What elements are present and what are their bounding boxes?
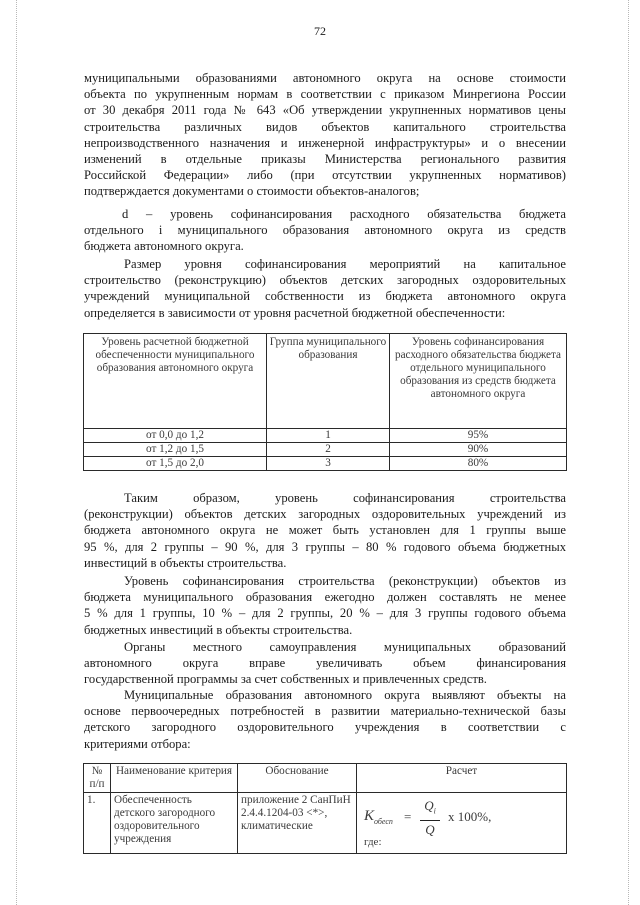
- table-row: от 0,0 до 1,2 1 95%: [84, 429, 567, 443]
- cofinancing-levels-table: [83, 333, 567, 471]
- paragraph-cost-basis: муниципальными образованиями автономного округа на основе стоимости объекта по укрупненным нормам в соответствии с приказом Минрегиона России от 30 декабря 2011 года № 643 «Об утверждении укрупненных нормативов цены строительства различных видов объектов капитального строительства непроизводственного назначения и инженерной инфраструктуры» и о внесении изменений в отдельные приказы Министерства регионального развития Российской Федерации» либо (при отсутствии укрупненных нормативов) подтверждается документами о стоимости объектов-аналогов;: [84, 71, 566, 199]
- table-row: [84, 793, 567, 854]
- formula-lhs: $K_{обесп}$: [364, 808, 393, 826]
- criterion-number: 1.: [84, 793, 111, 854]
- header-calculation: Расчет: [357, 764, 567, 793]
- selection-criteria-table: [83, 763, 567, 854]
- page-number: 72: [314, 24, 326, 38]
- criterion-name: Обеспеченность детского загородного оздоровительного учреждения: [111, 793, 238, 854]
- paragraph-cofinancing-size: Размер уровня софинансирования мероприятий на капитальное строительство (реконструкцию) объектов детских загородных оздоровительных учреждений муниципальной собственности из бюджета автономного округа определяется в зависимости от уровня расчетной бюджетной обеспеченности:: [84, 257, 566, 320]
- formula-equals: =: [404, 809, 412, 824]
- paragraph-municipal-share: Уровень софинансирования строительства (реконструкции) объектов из бюджета муниципального образования ежегодно должен составлять не менее 5 % для 1 группы, 10 % – для 2 группы, 20 % – для 3 группы годового объема бюджетных инвестиций в объекты строительства.: [84, 574, 566, 637]
- paragraph-conclusion: Таким образом, уровень софинансирования строительства (реконструкции) объектов детских загородных оздоровительных учреждений из бюджета автономного округа не может быть установлен для 1 группы выше 95 %, для 2 группы – 90 %, для 3 группы – 80 % годового объема бюджетных инвестиций в объекты строительства.: [84, 491, 566, 570]
- table-header-row: [84, 334, 567, 429]
- table-row: от 1,2 до 1,5 2 90%: [84, 443, 567, 457]
- criterion-formula: [357, 793, 567, 854]
- header-budget-level: Уровень расчетной бюджетной обеспеченности муниципального образования автономного округа: [84, 334, 267, 429]
- fraction-bar: [420, 820, 440, 821]
- paragraph-d-definition: d – уровень софинансирования расходного обязательства бюджета отдельного i муниципального образования автономного округа из средств бюджета автономного округа.: [84, 207, 566, 254]
- paragraph-local-authorities: Органы местного самоуправления муниципальных образований автономного округа вправе увеличивать объем финансирования государственной программы за счет собственных и привлеченных средств.: [84, 640, 566, 687]
- right-page-edge: [628, 0, 630, 905]
- table-row: от 1,5 до 2,0 3 80%: [84, 457, 567, 471]
- header-basis: Обоснование: [238, 764, 357, 793]
- header-criterion: Наименование критерия: [111, 764, 238, 793]
- formula-rhs: x 100%,: [448, 809, 492, 824]
- header-group: Группа муниципального образования: [267, 334, 390, 429]
- criterion-basis: приложение 2 СанПиН 2.4.4.1204-03 <*>, климатические: [238, 793, 357, 854]
- paragraph-selection-criteria: Муниципальные образования автономного округа выявляют объекты на основе первоочередных потребностей в развитии материально-технической базы детского загородного оздоровительного учреждения в соответствии с критериями отбора:: [84, 688, 566, 751]
- formula-numerator: $Q_i$: [424, 798, 436, 816]
- header-cofinancing-rate: Уровень софинансирования расходного обязательства бюджета отдельного муниципального образования из средств бюджета автономного округа: [390, 334, 567, 429]
- formula-denominator: Q: [425, 821, 435, 837]
- formula-where: где:: [364, 836, 382, 848]
- formula: [360, 794, 563, 852]
- header-number: № п/п: [84, 764, 111, 793]
- formula-fraction: [420, 799, 440, 836]
- left-page-edge: [16, 0, 18, 905]
- table-header-row: [84, 764, 567, 793]
